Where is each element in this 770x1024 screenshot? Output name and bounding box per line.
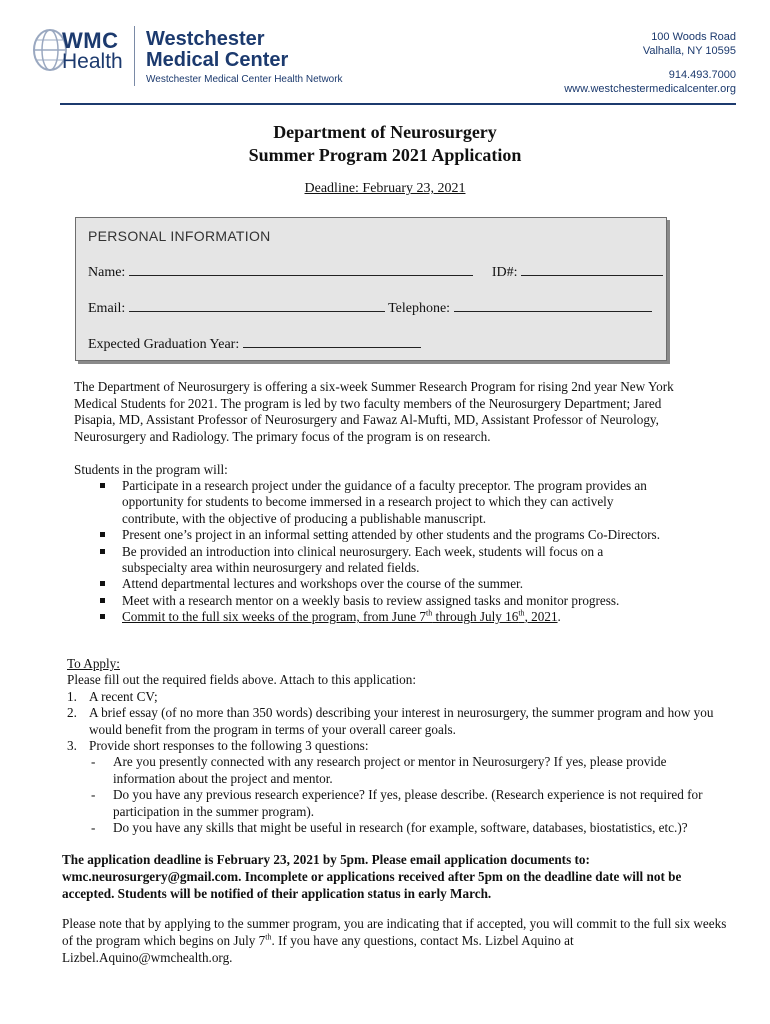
phone-number: 914.493.7000: [668, 69, 736, 81]
email-telephone-row: [88, 298, 652, 317]
bullet-square-icon: [100, 483, 105, 488]
bullet-square-icon: [100, 598, 105, 603]
org-name-line2: Medical Center: [146, 49, 289, 71]
graduation-label: Expected Graduation Year:: [88, 337, 240, 352]
commitment-note: Please note that by applying to the summer program, you are indicating that if accepted, you will commit to the full six weeks of the program which begins on July 7th. If you have any questions, contact Ms. Lizbel Aquino at Lizbel.Aquino@wmchealth.org.: [62, 916, 727, 965]
id-label: ID#:: [491, 265, 518, 280]
header-rule: [60, 103, 736, 105]
name-label: Name:: [88, 265, 126, 280]
id-field[interactable]: [521, 262, 663, 276]
deadline-line: Deadline: February 23, 2021: [304, 181, 466, 196]
graduation-row: [88, 334, 421, 353]
address-street: 100 Woods Road: [651, 31, 736, 43]
application-title: Summer Program 2021 Application: [248, 145, 522, 165]
personal-information-heading: PERSONAL INFORMATION: [88, 228, 271, 244]
network-name: Westchester Medical Center Health Network: [146, 74, 343, 85]
org-name-line1: Westchester: [146, 28, 265, 50]
personal-information-box: [75, 217, 667, 361]
to-apply-section: [67, 656, 727, 836]
students-heading: Students in the program will:: [74, 462, 228, 477]
telephone-field[interactable]: [454, 298, 652, 312]
wmc-health-logo: [32, 24, 343, 94]
deadline-note: The application deadline is February 23, 2021 by 5pm. Please email application documents to: wmc.neurosurgery@gmail.com. Incomplete or applications received after 5pm on the deadline date will not be accepted. Students will be notified of their application status in early March.: [62, 852, 682, 901]
name-field[interactable]: [129, 262, 473, 276]
program-intro-paragraph: The Department of Neurosurgery is offering a six-week Summer Research Program for rising 2nd year New York Medical Students for 2021. The program is led by two faculty members of the Neurosurgery Department; Jared Pisapia, MD, Assistant Professor of Neurosurgery and Fawaz Al-Mufti, MD, Assistant Professor of Neurology, Neurosurgery and Radiology. The primary focus of the program is on research.: [74, 379, 674, 444]
email-field[interactable]: [129, 298, 385, 312]
question-item: - Do you have any skills that might be useful in research (for example, software, databases, biostatistics, etc.)?: [91, 820, 688, 836]
list-item: Meet with a research mentor on a weekly basis to review assigned tasks and monitor progress.: [96, 593, 666, 609]
address-city: Valhalla, NY 10595: [642, 45, 736, 57]
list-item: Be provided an introduction into clinical neurosurgery. Each week, students will focus on a subspecialty area within neurosurgery and related fields.: [96, 544, 666, 577]
graduation-field[interactable]: [243, 334, 421, 348]
logo-wmc-text: WMC: [62, 28, 119, 53]
department-title: Department of Neurosurgery: [273, 122, 497, 142]
website-link[interactable]: www.westchestermedicalcenter.org: [564, 83, 736, 95]
list-item: Participate in a research project under the guidance of a faculty preceptor. The program provides an opportunity for students to become immersed in a research project to which they can actively contribute, with the objective of producing a publishable manuscript.: [96, 478, 666, 527]
program-bullet-list: [96, 478, 666, 626]
bullet-square-icon: [100, 549, 105, 554]
logo-divider: [134, 26, 135, 86]
bullet-square-icon: [100, 614, 105, 619]
bullet-square-icon: [100, 581, 105, 586]
list-item: Commit to the full six weeks of the program, from June 7th through July 16th, 2021.: [96, 609, 666, 625]
address-block: [564, 30, 736, 96]
email-label: Email:: [88, 301, 126, 316]
list-item: Attend departmental lectures and workshops over the course of the summer.: [96, 576, 666, 592]
bullet-square-icon: [100, 532, 105, 537]
apply-item: 1. A recent CV;: [67, 688, 158, 704]
telephone-label: Telephone:: [388, 301, 451, 316]
letterhead: [0, 0, 770, 110]
name-id-row: [88, 262, 663, 281]
list-item: Present one’s project in an informal setting attended by other students and the programs Co-Directors.: [96, 527, 666, 543]
apply-item: 3. Provide short responses to the following 3 questions:: [67, 738, 369, 754]
apply-instruction: Please fill out the required fields above. Attach to this application:: [67, 672, 417, 688]
to-apply-heading: To Apply:: [67, 656, 120, 671]
logo-health-text: Health: [62, 50, 123, 73]
question-item: - Are you presently connected with any research project or mentor in Neurosurgery? If yes, please provide information about the project and mentor.: [91, 754, 667, 786]
question-item: - Do you have any previous research experience? If yes, please describe. (Research experience is not required for participation in the summer program).: [91, 787, 703, 819]
apply-item: 2. A brief essay (of no more than 350 words) describing your interest in neurosurgery, the summer program and how you would benefit from the program in terms of your overall career goals.: [67, 705, 714, 737]
